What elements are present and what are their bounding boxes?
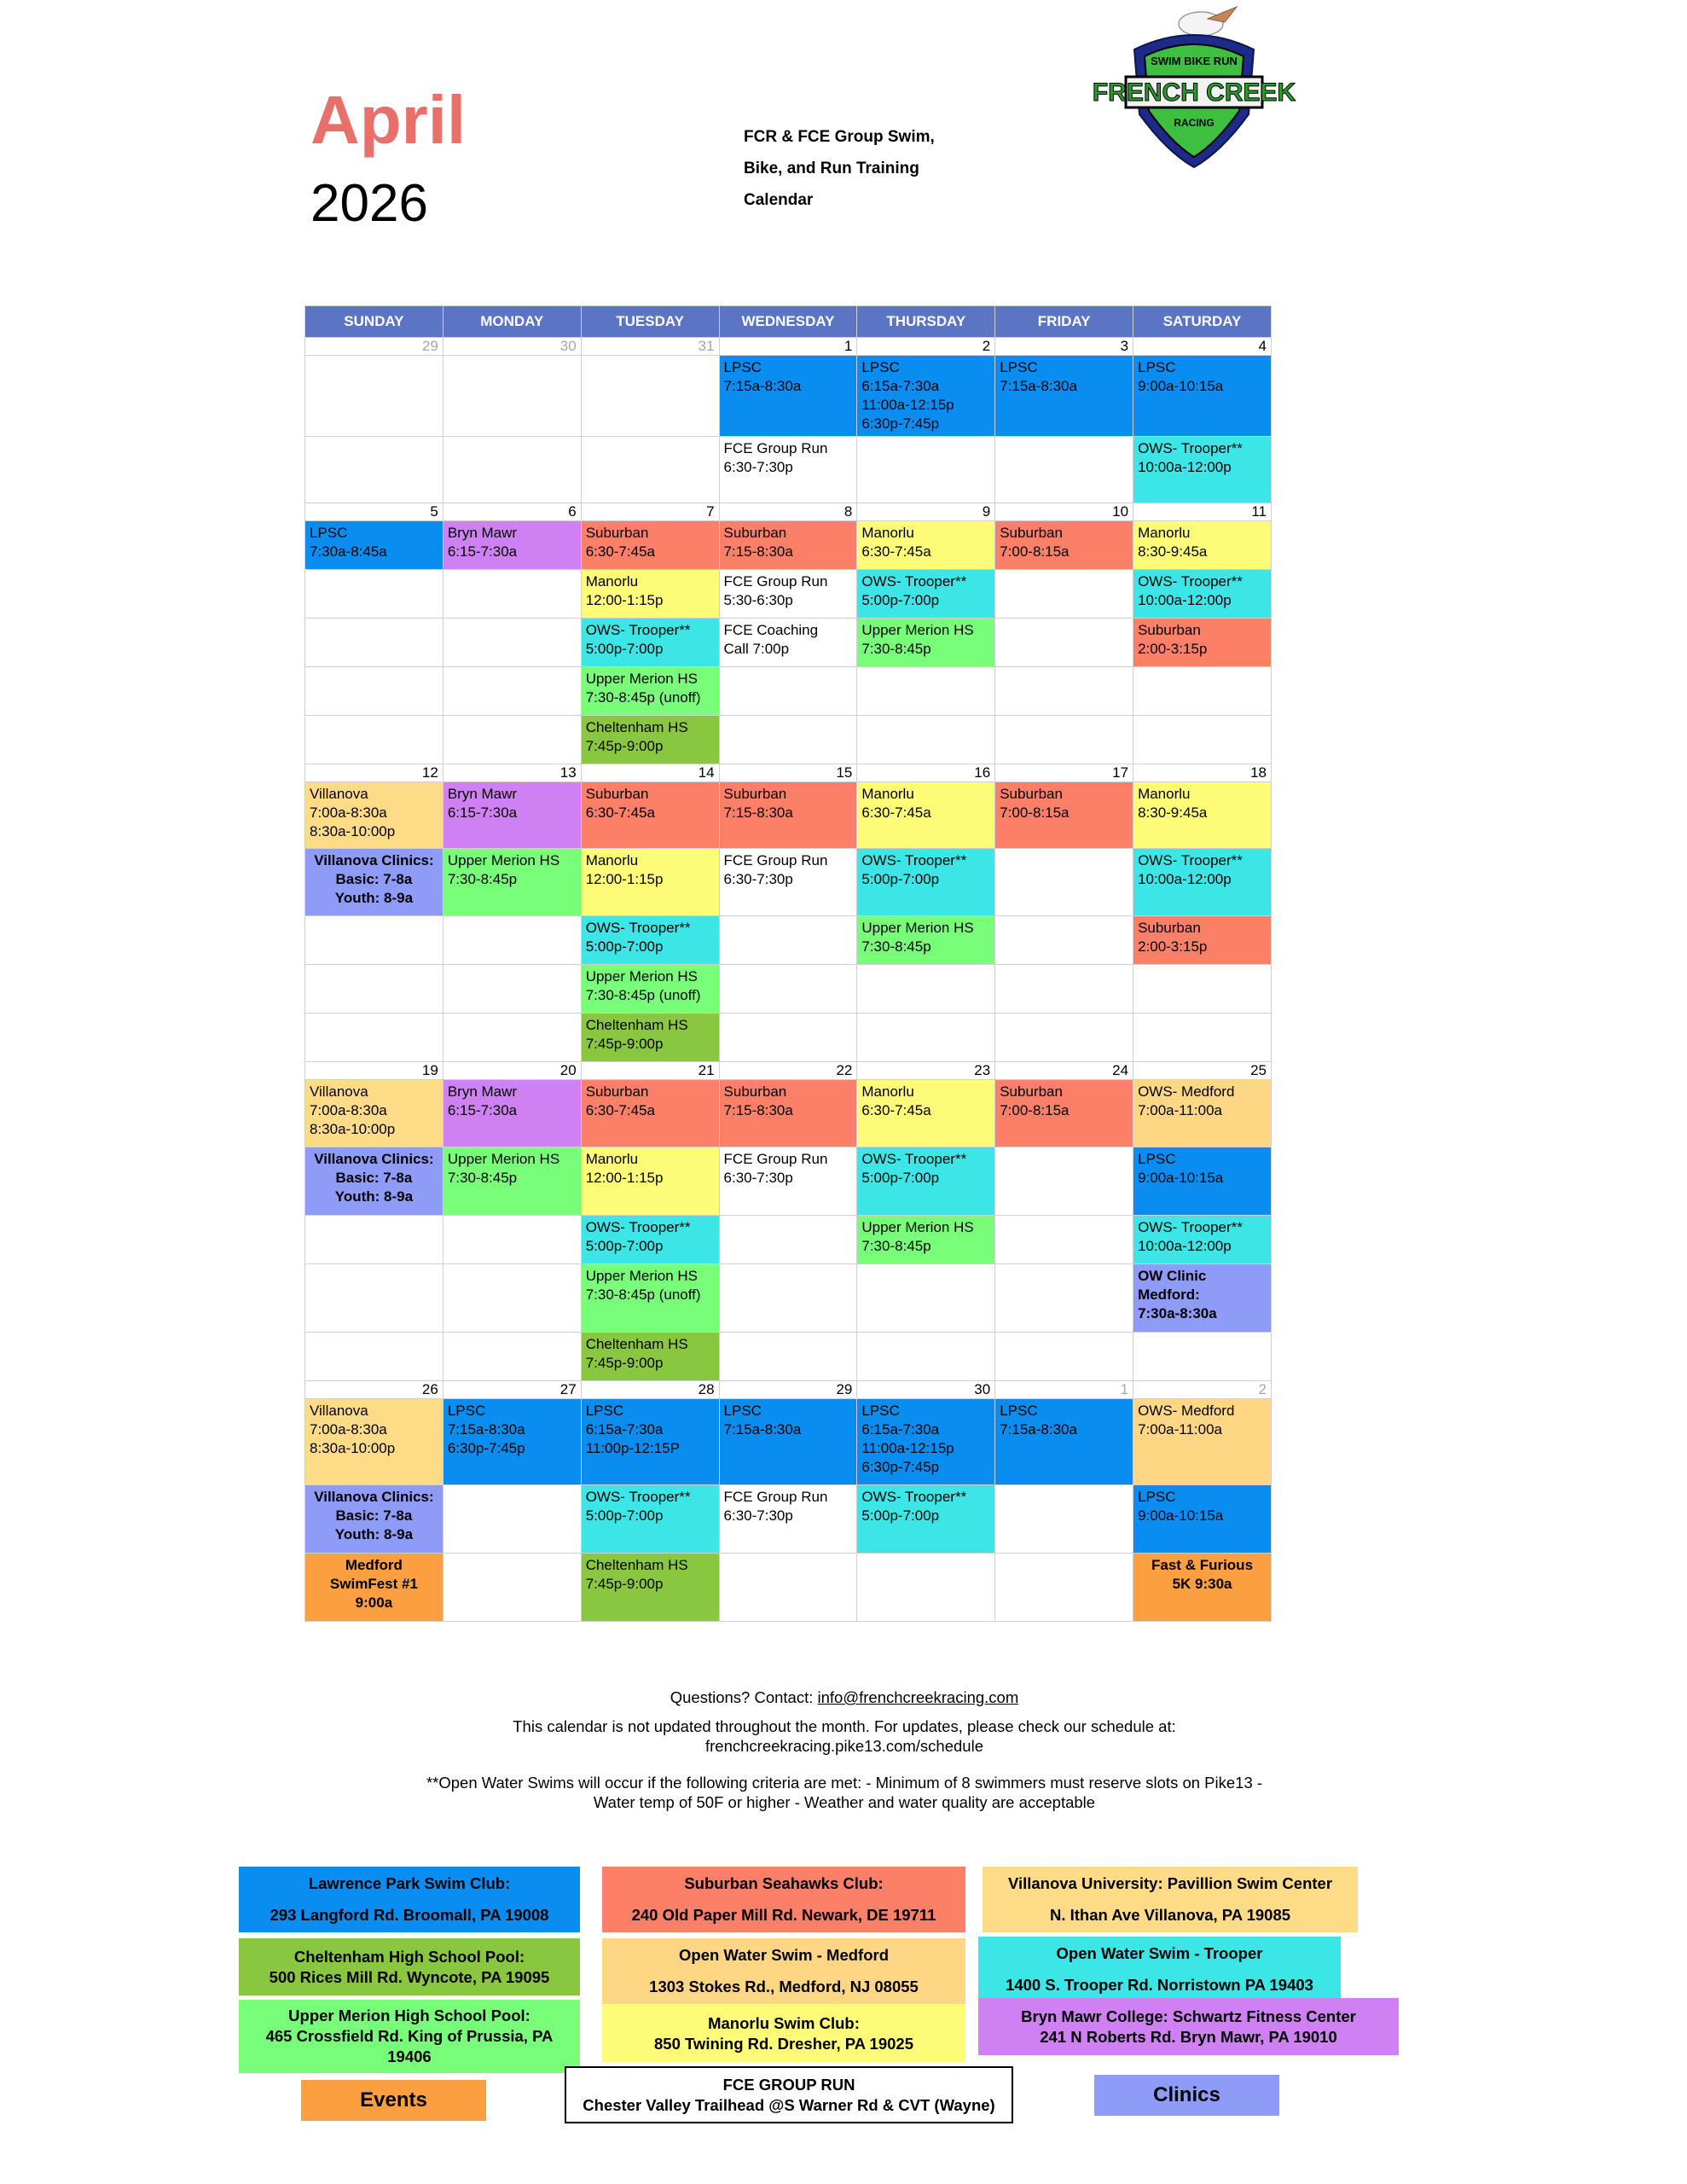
empty-slot — [581, 356, 719, 437]
day-number: 14 — [581, 764, 719, 782]
event-row — [305, 716, 1272, 764]
calendar-event[interactable]: Manorlu 8:30-9:45a — [1133, 521, 1272, 570]
subtitle-line: Bike, and Run Training — [744, 160, 919, 177]
french-creek-logo — [1092, 5, 1296, 172]
calendar-event[interactable]: Cheltenham HS 7:45p-9:00p — [581, 1333, 719, 1381]
empty-slot — [305, 356, 443, 437]
event-row — [305, 916, 1272, 965]
calendar-event[interactable]: OWS- Trooper** 10:00a-12:00p — [1133, 1216, 1272, 1264]
empty-slot — [995, 965, 1133, 1014]
date-number-row — [305, 764, 1272, 782]
legend-text: 240 Old Paper Mill Rd. Newark, DE 19711 — [631, 1905, 936, 1924]
calendar-event[interactable]: Upper Merion HS 7:30-8:45p (unoff) — [581, 1264, 719, 1333]
event-row — [305, 1264, 1272, 1333]
empty-slot — [305, 716, 443, 764]
ows-criteria-note: Water temp of 50F or higher - Weather and water quality are acceptable — [593, 1793, 1096, 1811]
month-title: April — [310, 82, 467, 158]
subtitle-line: Calendar — [744, 191, 814, 209]
day-number: 6 — [443, 503, 581, 521]
calendar-event[interactable]: Upper Merion HS 7:30-8:45p — [857, 619, 995, 667]
ows-criteria-note: **Open Water Swims will occur if the following criteria are met: - Minimum of 8 swimmers must reserve slots on Pike13 - — [426, 1774, 1263, 1792]
event-row — [305, 1216, 1272, 1264]
empty-slot — [1133, 1333, 1272, 1381]
calendar-event[interactable]: Suburban 7:00-8:15a — [995, 1080, 1133, 1147]
event-row — [305, 1333, 1272, 1381]
legend-text: Cheltenham High School Pool: — [293, 1947, 525, 1966]
event-row — [305, 437, 1272, 503]
calendar-event[interactable]: Bryn Mawr 6:15-7:30a — [443, 782, 581, 849]
logo-bottom-text: RACING — [1174, 117, 1215, 129]
date-number-row — [305, 1381, 1272, 1399]
calendar-event[interactable]: FCE Group Run 6:30-7:30p — [719, 849, 857, 916]
legend-box — [301, 2080, 486, 2121]
day-number: 2 — [1133, 1381, 1272, 1399]
day-number: 18 — [1133, 764, 1272, 782]
empty-slot — [995, 916, 1133, 965]
legend-box — [602, 2005, 965, 2062]
calendar-event[interactable]: Suburban 7:15-8:30a — [719, 782, 857, 849]
calendar-subtitle — [744, 121, 1017, 216]
legend-text: Events — [360, 2088, 427, 2111]
empty-slot — [995, 1485, 1133, 1554]
empty-slot — [443, 916, 581, 965]
empty-slot — [719, 916, 857, 965]
empty-slot — [857, 965, 995, 1014]
day-number: 21 — [581, 1062, 719, 1080]
day-number: 12 — [305, 764, 443, 782]
calendar-event[interactable]: Upper Merion HS 7:30-8:45p (unoff) — [581, 667, 719, 716]
update-note: This calendar is not updated throughout the month. For updates, please check our schedule at: — [513, 1717, 1176, 1735]
empty-slot — [719, 1216, 857, 1264]
empty-slot — [719, 1264, 857, 1333]
day-number: 7 — [581, 503, 719, 521]
empty-slot — [719, 965, 857, 1014]
legend-text: 1400 S. Trooper Rd. Norristown PA 19403 — [1006, 1975, 1313, 1994]
legend-box — [1094, 2075, 1279, 2116]
legend-box — [978, 1937, 1341, 2002]
day-number: 3 — [995, 338, 1133, 356]
event-row — [305, 1080, 1272, 1147]
calendar-event[interactable]: FCE Group Run 6:30-7:30p — [719, 1147, 857, 1216]
empty-slot — [995, 1264, 1133, 1333]
day-number: 1 — [995, 1381, 1133, 1399]
empty-slot — [305, 965, 443, 1014]
empty-slot — [1133, 1014, 1272, 1062]
empty-slot — [857, 716, 995, 764]
event-row — [305, 521, 1272, 570]
legend-text: 293 Langford Rd. Broomall, PA 19008 — [270, 1905, 549, 1924]
calendar-event[interactable]: Manorlu 6:30-7:45a — [857, 782, 995, 849]
empty-slot — [719, 1333, 857, 1381]
empty-slot — [305, 1014, 443, 1062]
empty-slot — [305, 619, 443, 667]
calendar-event[interactable]: LPSC 7:15a-8:30a — [719, 356, 857, 437]
empty-slot — [443, 1554, 581, 1622]
calendar-event[interactable]: FCE Group Run 6:30-7:30p — [719, 1485, 857, 1554]
calendar-event[interactable]: Upper Merion HS 7:30-8:45p — [443, 1147, 581, 1216]
event-row — [305, 619, 1272, 667]
day-number: 31 — [581, 338, 719, 356]
empty-slot — [443, 437, 581, 503]
day-number: 26 — [305, 1381, 443, 1399]
day-number: 27 — [443, 1381, 581, 1399]
calendar-event[interactable]: LPSC 6:15a-7:30a 11:00a-12:15p 6:30p-7:45p — [857, 1399, 995, 1485]
legend-box — [602, 1938, 965, 2004]
empty-slot — [443, 619, 581, 667]
calendar-event[interactable]: Upper Merion HS 7:30-8:45p (unoff) — [581, 965, 719, 1014]
day-number: 11 — [1133, 503, 1272, 521]
empty-slot — [305, 1333, 443, 1381]
empty-slot — [1133, 965, 1272, 1014]
legend-text: Lawrence Park Swim Club: — [308, 1874, 511, 1893]
calendar-event[interactable]: Cheltenham HS 7:45p-9:00p — [581, 1554, 719, 1622]
legend-box — [239, 1938, 580, 1995]
day-number: 29 — [305, 338, 443, 356]
calendar-event[interactable]: OWS- Trooper** 10:00a-12:00p — [1133, 437, 1272, 503]
calendar-event[interactable]: Manorlu 12:00-1:15p — [581, 570, 719, 619]
calendar-event[interactable]: LPSC 7:30a-8:45a — [305, 521, 443, 570]
legend-box — [239, 2000, 580, 2073]
year-title: 2026 — [310, 174, 428, 233]
day-number: 25 — [1133, 1062, 1272, 1080]
weekday-header: WEDNESDAY — [719, 306, 857, 338]
empty-slot — [995, 570, 1133, 619]
calendar-event[interactable]: LPSC 9:00a-10:15a — [1133, 1147, 1272, 1216]
legend-box — [983, 1867, 1358, 1932]
empty-slot — [857, 1554, 995, 1622]
empty-slot — [857, 1264, 995, 1333]
weekday-header: FRIDAY — [995, 306, 1133, 338]
empty-slot — [305, 1216, 443, 1264]
legend-text: 465 Crossfield Rd. King of Prussia, PA — [265, 2027, 554, 2045]
calendar-event[interactable]: OWS- Trooper** 5:00p-7:00p — [581, 1485, 719, 1554]
calendar-event[interactable]: Upper Merion HS 7:30-8:45p — [857, 916, 995, 965]
empty-slot — [443, 716, 581, 764]
calendar-event[interactable]: OWS- Trooper** 5:00p-7:00p — [857, 1485, 995, 1554]
day-number: 22 — [719, 1062, 857, 1080]
legend-box — [602, 1867, 965, 1932]
date-number-row — [305, 503, 1272, 521]
legend-text: Open Water Swim - Trooper — [1056, 1944, 1263, 1963]
calendar-event[interactable]: OWS- Medford 7:00a-11:00a — [1133, 1080, 1272, 1147]
event-row — [305, 1014, 1272, 1062]
legend-text: Open Water Swim - Medford — [679, 1946, 889, 1965]
legend-text: Clinics — [1153, 2083, 1220, 2106]
event-row — [305, 1554, 1272, 1622]
legend-text: FCE GROUP RUN — [722, 2075, 855, 2094]
logo-main-text: FRENCH CREEK — [1092, 78, 1296, 107]
calendar-event[interactable]: LPSC 9:00a-10:15a — [1133, 356, 1272, 437]
event-row — [305, 356, 1272, 437]
day-number: 29 — [719, 1381, 857, 1399]
empty-slot — [995, 437, 1133, 503]
calendar-event[interactable]: LPSC 9:00a-10:15a — [1133, 1485, 1272, 1554]
calendar-event[interactable]: LPSC 6:15a-7:30a 11:00p-12:15P — [581, 1399, 719, 1485]
empty-slot — [857, 437, 995, 503]
empty-slot — [443, 1264, 581, 1333]
contact-line — [256, 1687, 1433, 1707]
calendar-event[interactable]: OWS- Trooper** 5:00p-7:00p — [581, 916, 719, 965]
calendar-event[interactable]: Manorlu 12:00-1:15p — [581, 1147, 719, 1216]
day-number: 24 — [995, 1062, 1133, 1080]
day-number: 10 — [995, 503, 1133, 521]
calendar-event[interactable]: OWS- Trooper** 5:00p-7:00p — [857, 849, 995, 916]
empty-slot — [1133, 667, 1272, 716]
empty-slot — [995, 849, 1133, 916]
empty-slot — [719, 1014, 857, 1062]
subtitle-line: FCR & FCE Group Swim, — [744, 128, 935, 146]
weekday-header: MONDAY — [443, 306, 581, 338]
month-calendar-grid — [304, 305, 1272, 1622]
empty-slot — [995, 667, 1133, 716]
calendar-event[interactable]: Suburban 6:30-7:45a — [581, 521, 719, 570]
day-number: 4 — [1133, 338, 1272, 356]
calendar-event[interactable]: OWS- Medford 7:00a-11:00a — [1133, 1399, 1272, 1485]
calendar-event[interactable]: OWS- Trooper** 5:00p-7:00p — [857, 570, 995, 619]
event-row — [305, 1147, 1272, 1216]
calendar-event[interactable]: OWS- Trooper** 5:00p-7:00p — [581, 619, 719, 667]
schedule-link[interactable]: frenchcreekracing.pike13.com/schedule — [705, 1737, 983, 1755]
calendar-event[interactable]: Suburban 7:15-8:30a — [719, 521, 857, 570]
day-number: 30 — [443, 338, 581, 356]
calendar-event[interactable]: Manorlu 8:30-9:45a — [1133, 782, 1272, 849]
calendar-event[interactable]: Suburban 2:00-3:15p — [1133, 916, 1272, 965]
calendar-event[interactable]: Suburban 6:30-7:45a — [581, 782, 719, 849]
calendar-event[interactable]: Suburban 6:30-7:45a — [581, 1080, 719, 1147]
empty-slot — [719, 716, 857, 764]
calendar-event[interactable]: Fast & Furious 5K 9:30a — [1133, 1554, 1272, 1622]
calendar-event[interactable]: Villanova Clinics: Basic: 7-8a Youth: 8-9a — [305, 1147, 443, 1216]
calendar-event[interactable]: Manorlu 12:00-1:15p — [581, 849, 719, 916]
legend-text: Suburban Seahawks Club: — [684, 1874, 884, 1893]
date-number-row — [305, 1062, 1272, 1080]
empty-slot — [305, 916, 443, 965]
day-number: 1 — [719, 338, 857, 356]
calendar-event[interactable]: Villanova Clinics: Basic: 7-8a Youth: 8-9a — [305, 1485, 443, 1554]
empty-slot — [995, 716, 1133, 764]
legend-text: 1303 Stokes Rd., Medford, NJ 08055 — [649, 1977, 919, 1995]
empty-slot — [857, 1014, 995, 1062]
calendar-event[interactable]: Upper Merion HS 7:30-8:45p — [443, 849, 581, 916]
day-number: 8 — [719, 503, 857, 521]
empty-slot — [995, 1147, 1133, 1216]
day-number: 20 — [443, 1062, 581, 1080]
event-row — [305, 849, 1272, 916]
day-number: 28 — [581, 1381, 719, 1399]
calendar-event[interactable]: OWS- Trooper** 5:00p-7:00p — [581, 1216, 719, 1264]
day-number: 9 — [857, 503, 995, 521]
day-number: 16 — [857, 764, 995, 782]
day-number: 30 — [857, 1381, 995, 1399]
event-row — [305, 782, 1272, 849]
event-row — [305, 667, 1272, 716]
day-number: 13 — [443, 764, 581, 782]
calendar-event[interactable]: LPSC 7:15a-8:30a — [719, 1399, 857, 1485]
legend-text: 850 Twining Rd. Dresher, PA 19025 — [654, 2034, 913, 2053]
empty-slot — [857, 1333, 995, 1381]
event-row — [305, 965, 1272, 1014]
legend-text: Villanova University: Pavillion Swim Center — [1007, 1874, 1333, 1893]
date-number-row — [305, 338, 1272, 356]
legend-box — [565, 2066, 1013, 2123]
empty-slot — [443, 1216, 581, 1264]
empty-slot — [305, 1264, 443, 1333]
logo-top-text: SWIM BIKE RUN — [1151, 55, 1238, 67]
calendar-event[interactable]: Villanova 7:00a-8:30a 8:30a-10:00p — [305, 782, 443, 849]
calendar-event[interactable]: FCE Group Run 5:30-6:30p — [719, 570, 857, 619]
empty-slot — [443, 570, 581, 619]
calendar-event[interactable]: LPSC 7:15a-8:30a — [995, 356, 1133, 437]
empty-slot — [1133, 716, 1272, 764]
empty-slot — [581, 437, 719, 503]
legend-text: Upper Merion High School Pool: — [288, 2007, 530, 2024]
empty-slot — [443, 1485, 581, 1554]
empty-slot — [443, 965, 581, 1014]
calendar-event[interactable]: Cheltenham HS 7:45p-9:00p — [581, 1014, 719, 1062]
calendar-event[interactable]: FCE Group Run 6:30-7:30p — [719, 437, 857, 503]
contact-label: Questions? Contact: — [670, 1688, 814, 1706]
day-number: 15 — [719, 764, 857, 782]
empty-slot — [443, 1333, 581, 1381]
calendar-event[interactable]: Medford SwimFest #1 9:00a — [305, 1554, 443, 1622]
calendar-event[interactable]: Bryn Mawr 6:15-7:30a — [443, 521, 581, 570]
calendar-event[interactable]: Villanova Clinics: Basic: 7-8a Youth: 8-9a — [305, 849, 443, 916]
empty-slot — [305, 570, 443, 619]
calendar-event[interactable]: Villanova 7:00a-8:30a 8:30a-10:00p — [305, 1080, 443, 1147]
calendar-event[interactable]: Suburban 7:00-8:15a — [995, 782, 1133, 849]
day-number: 19 — [305, 1062, 443, 1080]
legend-text: 500 Rices Mill Rd. Wyncote, PA 19095 — [269, 1967, 550, 1986]
calendar-event[interactable]: OWS- Trooper** 10:00a-12:00p — [1133, 570, 1272, 619]
calendar-event[interactable]: LPSC 6:15a-7:30a 11:00a-12:15p 6:30p-7:45p — [857, 356, 995, 437]
weekday-header: THURSDAY — [857, 306, 995, 338]
weekday-header-row — [305, 306, 1272, 338]
event-row — [305, 570, 1272, 619]
legend-text: Manorlu Swim Club: — [708, 2013, 860, 2032]
weekday-header: SATURDAY — [1133, 306, 1272, 338]
calendar-event[interactable]: OWS- Trooper** 5:00p-7:00p — [857, 1147, 995, 1216]
day-number: 17 — [995, 764, 1133, 782]
legend-text: N. Ithan Ave Villanova, PA 19085 — [1049, 1905, 1291, 1924]
day-number: 5 — [305, 503, 443, 521]
calendar-event[interactable]: LPSC 7:15a-8:30a 6:30p-7:45p — [443, 1399, 581, 1485]
empty-slot — [995, 619, 1133, 667]
empty-slot — [995, 1014, 1133, 1062]
calendar-event[interactable]: Villanova 7:00a-8:30a 8:30a-10:00p — [305, 1399, 443, 1485]
calendar-event[interactable]: OW Clinic Medford: 7:30a-8:30a — [1133, 1264, 1272, 1333]
calendar-event[interactable]: OWS- Trooper** 10:00a-12:00p — [1133, 849, 1272, 916]
calendar-event[interactable]: Bryn Mawr 6:15-7:30a — [443, 1080, 581, 1147]
empty-slot — [305, 667, 443, 716]
weekday-header: SUNDAY — [305, 306, 443, 338]
contact-email-link[interactable]: info@frenchcreekracing.com — [817, 1688, 1019, 1706]
empty-slot — [443, 356, 581, 437]
legend-text: 241 N Roberts Rd. Bryn Mawr, PA 19010 — [1040, 2027, 1337, 2046]
calendar-event[interactable]: Manorlu 6:30-7:45a — [857, 521, 995, 570]
empty-slot — [443, 1014, 581, 1062]
legend-box — [239, 1867, 580, 1932]
legend-text: 19406 — [387, 2048, 432, 2065]
calendar-event[interactable]: Suburban 7:15-8:30a — [719, 1080, 857, 1147]
legend-text: Bryn Mawr College: Schwartz Fitness Center — [1021, 2007, 1356, 2025]
empty-slot — [719, 1554, 857, 1622]
empty-slot — [995, 1333, 1133, 1381]
empty-slot — [857, 667, 995, 716]
calendar-event[interactable]: LPSC 7:15a-8:30a — [995, 1399, 1133, 1485]
calendar-event[interactable]: Suburban 2:00-3:15p — [1133, 619, 1272, 667]
event-row — [305, 1485, 1272, 1554]
empty-slot — [719, 667, 857, 716]
empty-slot — [995, 1216, 1133, 1264]
calendar-event[interactable]: FCE Coaching Call 7:00p — [719, 619, 857, 667]
legend-text: Chester Valley Trailhead @S Warner Rd & CVT (Wayne) — [583, 2095, 995, 2114]
weekday-header: TUESDAY — [581, 306, 719, 338]
calendar-event[interactable]: Upper Merion HS 7:30-8:45p — [857, 1216, 995, 1264]
empty-slot — [995, 1554, 1133, 1622]
day-number: 2 — [857, 338, 995, 356]
calendar-event[interactable]: Suburban 7:00-8:15a — [995, 521, 1133, 570]
empty-slot — [305, 437, 443, 503]
legend-box — [978, 1998, 1399, 2055]
day-number: 23 — [857, 1062, 995, 1080]
event-row — [305, 1399, 1272, 1485]
calendar-event[interactable]: Manorlu 6:30-7:45a — [857, 1080, 995, 1147]
calendar-event[interactable]: Cheltenham HS 7:45p-9:00p — [581, 716, 719, 764]
empty-slot — [443, 667, 581, 716]
